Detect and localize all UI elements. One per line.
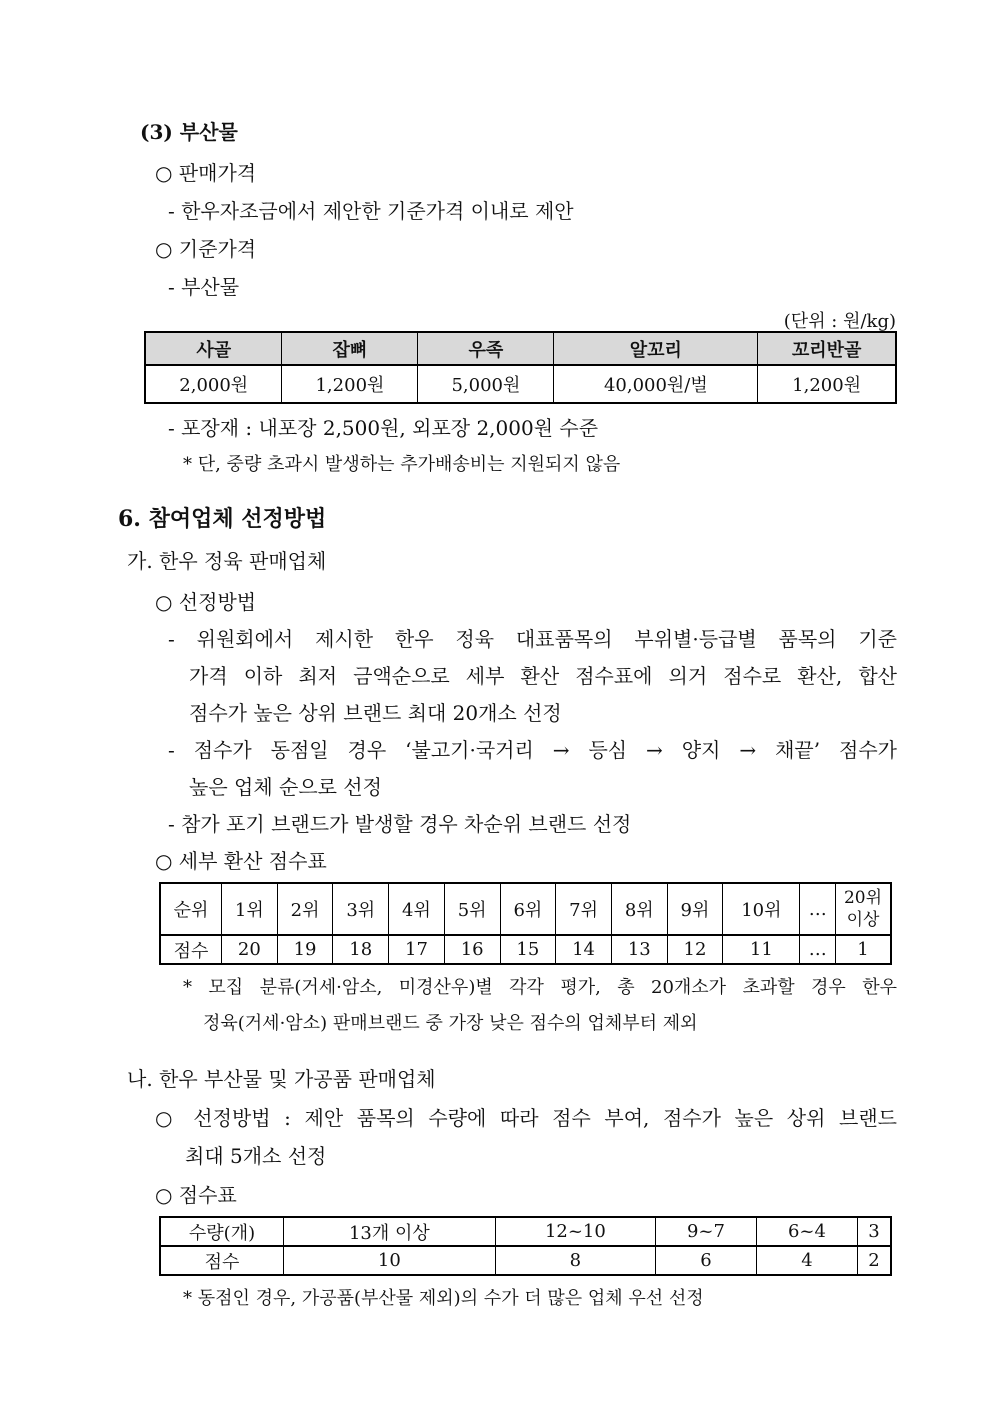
score-cell: 8 — [495, 1246, 655, 1275]
header-cell: 잡뼈 — [282, 332, 418, 365]
score-cell: 10 — [284, 1246, 496, 1275]
shipping-note: * 단, 중량 초과시 발생하는 추가배송비는 지원되지 않음 — [183, 454, 621, 475]
qty-cell: 13개 이상 — [284, 1217, 496, 1246]
unit-label: (단위 : 원/kg) — [783, 311, 896, 332]
quantity-row — [160, 1217, 891, 1246]
qty-cell: 12~10 — [495, 1217, 655, 1246]
b-method-line-1: ○ 선정방법 : 제안 품목의 수량에 따라 점수 부여, 점수가 높은 상위 브랜드 — [155, 1106, 897, 1130]
subsection-b-title: 나. 한우 부산물 및 가공품 판매업체 — [127, 1067, 436, 1091]
bullet-sales-price: ○ 판매가격 — [155, 161, 257, 185]
bullet-base-price: ○ 기준가격 — [155, 237, 257, 261]
rank-cell: 8위 — [611, 883, 667, 935]
rank-cell: 3위 — [333, 883, 389, 935]
rank-last-line-2: 이상 — [846, 910, 880, 930]
rank-cell: 1위 — [222, 883, 278, 935]
section-3-heading: (3) 부산물 — [140, 120, 238, 144]
rank-cell: 9위 — [667, 883, 723, 935]
rank-cell: 5위 — [444, 883, 500, 935]
method-2-line-2: 높은 업체 순으로 선정 — [189, 775, 382, 799]
section-6-heading: 6. 참여업체 선정방법 — [118, 506, 327, 532]
score-cell: 6 — [656, 1246, 757, 1275]
score-cell: 13 — [611, 935, 667, 964]
table-header-row — [145, 332, 896, 365]
qty-cell: 9~7 — [656, 1217, 757, 1246]
rank-cell: 2위 — [277, 883, 333, 935]
qty-label: 수량(개) — [160, 1217, 284, 1246]
score-cell: 15 — [500, 935, 556, 964]
rank-cell: 7위 — [556, 883, 612, 935]
qty-cell: 6~4 — [756, 1217, 857, 1246]
score-cell: 17 — [389, 935, 445, 964]
method-1-line-3: 점수가 높은 상위 브랜드 최대 20개소 선정 — [189, 701, 562, 725]
rank-score-table — [159, 882, 892, 965]
rank-cell: 4위 — [389, 883, 445, 935]
price-cell: 1,200원 — [282, 365, 418, 403]
score-cell: 2 — [857, 1246, 891, 1275]
qty-cell: 3 — [857, 1217, 891, 1246]
score-cell: 19 — [277, 935, 333, 964]
score-cell: 12 — [667, 935, 723, 964]
sales-price-note: - 한우자조금에서 제안한 기준가격 이내로 제안 — [168, 199, 574, 223]
score-cell: 4 — [756, 1246, 857, 1275]
rank-cell: 6위 — [500, 883, 556, 935]
recruit-note-line-2: 정육(거세·암소) 판매브랜드 중 가장 낮은 점수의 업체부터 제외 — [203, 1013, 698, 1034]
table-row — [145, 365, 896, 403]
rank-label: 순위 — [160, 883, 222, 935]
score-cell: 1 — [836, 935, 892, 964]
subsection-a-title: 가. 한우 정육 판매업체 — [127, 549, 327, 573]
price-cell: 2,000원 — [145, 365, 282, 403]
score-cell: 20 — [222, 935, 278, 964]
score-label: 점수 — [160, 1246, 284, 1275]
bullet-score-table: ○ 세부 환산 점수표 — [155, 849, 327, 873]
method-2-line-1: - 점수가 동점일 경우 ‘불고기·국거리 → 등심 → 양지 → 채끝’ 점수가 — [168, 738, 897, 762]
rank-cell: 10위 — [723, 883, 800, 935]
rank-cell: … — [800, 883, 836, 935]
score-label: 점수 — [160, 935, 222, 964]
bullet-b-score-table: ○ 점수표 — [155, 1183, 237, 1207]
header-cell: 우족 — [418, 332, 554, 365]
score-row — [160, 1246, 891, 1275]
rank-cell-last — [836, 883, 892, 935]
header-cell: 알꼬리 — [554, 332, 758, 365]
score-cell: 11 — [723, 935, 800, 964]
method-1-line-2: 가격 이하 최저 금액순으로 세부 환산 점수표에 의거 점수로 환산, 합산 — [189, 664, 897, 688]
recruit-note-line-1: * 모집 분류(거세·암소, 미경산우)별 각각 평가, 총 20개소가 초과할 경우 한우 — [183, 977, 897, 998]
b-method-line-2: 최대 5개소 선정 — [185, 1144, 327, 1168]
header-cell: 사골 — [145, 332, 282, 365]
score-row — [160, 935, 891, 964]
rank-row — [160, 883, 891, 935]
tie-note: * 동점인 경우, 가공품(부산물 제외)의 수가 더 많은 업체 우선 선정 — [183, 1288, 704, 1309]
score-cell: 14 — [556, 935, 612, 964]
method-1-line-1: - 위원회에서 제시한 한우 정육 대표품목의 부위별·등급별 품목의 기준 — [168, 627, 897, 651]
price-cell: 1,200원 — [758, 365, 896, 403]
rank-last-line-1: 20위 — [843, 888, 883, 908]
byproduct-price-table — [144, 331, 897, 404]
header-cell: 꼬리반골 — [758, 332, 896, 365]
score-cell: 16 — [444, 935, 500, 964]
base-price-item: - 부산물 — [168, 275, 240, 299]
score-cell: … — [800, 935, 836, 964]
score-cell: 18 — [333, 935, 389, 964]
price-cell: 40,000원/벌 — [554, 365, 758, 403]
bullet-selection-method: ○ 선정방법 — [155, 590, 257, 614]
method-3: - 참가 포기 브랜드가 발생할 경우 차순위 브랜드 선정 — [168, 812, 632, 836]
packaging-note: - 포장재 : 내포장 2,500원, 외포장 2,000원 수준 — [168, 416, 599, 440]
price-cell: 5,000원 — [418, 365, 554, 403]
quantity-score-table — [159, 1216, 892, 1276]
